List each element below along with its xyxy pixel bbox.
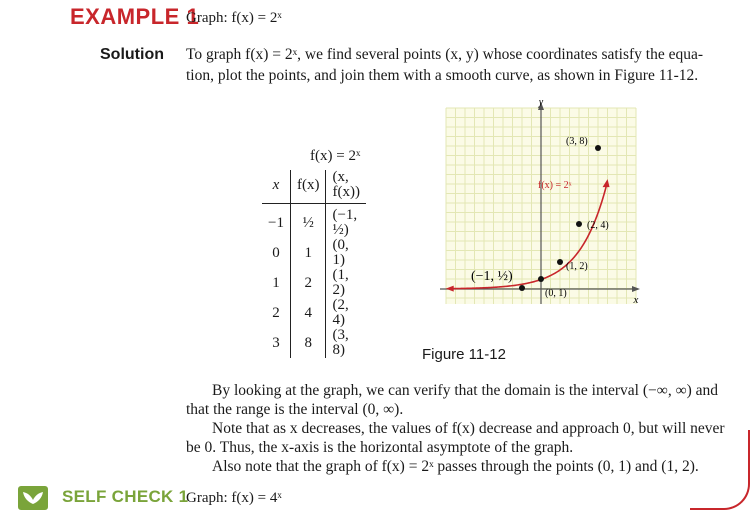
table-cell: (1, 2) [332,267,349,298]
point-label-0-1: (0, 1) [545,288,567,299]
table-header-fx: f(x) [290,170,326,204]
table-cell: (2, 4) [332,297,349,328]
point-0-1 [538,276,544,282]
point-label-1-2: (1, 2) [566,261,588,272]
point-2-4 [576,221,582,227]
table-cell: 8 [290,328,326,358]
table-cell: ½ [290,204,326,239]
point-label-2-4: (2, 4) [587,220,609,231]
paragraph-line: be 0. Thus, the x-axis is the horizontal asymptote of the graph. [186,439,574,456]
table-cell: 1 [262,268,290,298]
point-label-3-8: (3, 8) [566,136,588,147]
point-1-2 [557,259,563,265]
table-header-x: x [262,170,290,204]
y-axis-label: y [538,97,544,108]
solution-line-1: To graph f(x) = 2ˣ, we find several points (x, y) whose coordinates satisfy the equa- [186,46,704,63]
table-header-point: (x, f(x)) [326,170,366,204]
exponential-graph [440,92,640,304]
table-cell: 3 [262,328,290,358]
values-table [262,170,366,358]
point-3-8 [595,145,601,151]
example-label: EXAMPLE 1 [70,4,200,29]
table-row [262,298,366,328]
table-cell: 0 [262,238,290,268]
table-cell: (3, 8) [332,327,349,358]
table-cell: (−1, ½) [332,207,358,238]
table-cell: 2 [290,268,326,298]
figure-caption: Figure 11-12 [422,346,506,363]
table-cell: 1 [290,238,326,268]
table-cell: (0, 1) [332,237,349,268]
table-title: f(x) = 2ˣ [310,148,361,164]
self-check-icon [18,486,48,510]
paragraph-line: By looking at the graph, we can verify that the domain is the interval (−∞, ∞) and [212,382,719,399]
table-cell: 2 [262,298,290,328]
paragraph-line: Note that as x decreases, the values of f(x) decrease and approach 0, but will never [212,420,725,437]
x-axis-label: x [633,294,639,304]
paragraph-line: Also note that the graph of f(x) = 2ˣ passes through the points (0, 1) and (1, 2). [212,458,699,475]
table-row [262,238,366,268]
curve-label: f(x) = 2ˣ [538,180,572,191]
self-check-label: SELF CHECK 1 [62,487,189,506]
table-row [262,268,366,298]
solution-line-2: tion, plot the points, and join them with a smooth curve, as shown in Figure 11-12. [186,67,699,84]
solution-label: Solution [100,46,164,63]
table-row [262,204,366,239]
table-row [262,328,366,358]
example-text: Graph: f(x) = 2ˣ [186,10,282,26]
table-cell: 4 [290,298,326,328]
point-neg1-half [519,285,525,291]
self-check-text: Graph: f(x) = 4ˣ [186,490,282,506]
page-corner-decoration [690,430,750,510]
point-label-neg1-half: (−1, ½) [471,269,513,284]
paragraph-line: that the range is the interval (0, ∞). [186,401,404,418]
table-cell: −1 [262,204,290,239]
